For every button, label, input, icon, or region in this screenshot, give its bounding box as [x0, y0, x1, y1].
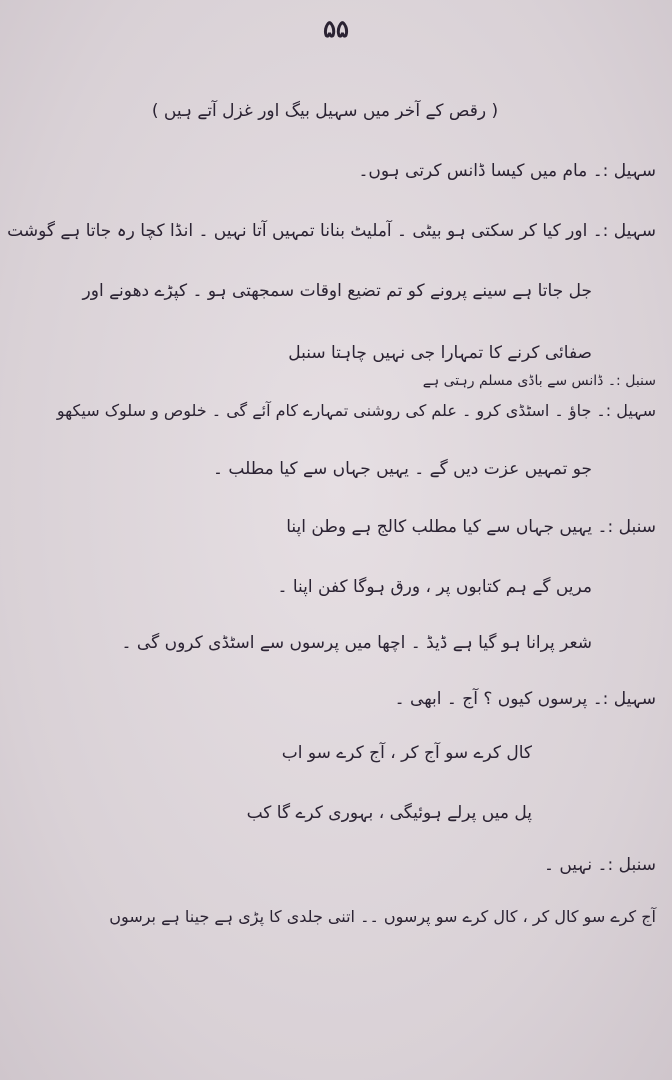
- dialogue-line-11: سہیل :۔ پرسوں کیوں ؟ آج ۔ ابھی ۔: [394, 689, 656, 709]
- dialogue-line-2: سہیل :۔ اور کیا کر سکتی ہو بیٹی ۔ آملیٹ بنانا تمہیں آتا نہیں ۔ انڈا کچا رہ جاتا ہے گوشت: [7, 221, 656, 241]
- dialogue-line-7: جو تمہیں عزت دیں گے ۔ یہیں جہاں سے کیا مطلب ۔: [213, 459, 592, 479]
- verse-line-2: پل میں پرلے ہوئیگی ، بہوری کرے گا کب: [246, 803, 532, 823]
- dialogue-line-3: جل جاتا ہے سینے پرونے کو تم تضیع اوقات سمجھتی ہو ۔ کپڑے دھونے اور: [82, 281, 592, 301]
- dialogue-line-1: سہیل :۔ مام میں کیسا ڈانس کرتی ہوں۔: [358, 161, 656, 181]
- dialogue-line-4: صفائی کرنے کا تمہارا جی نہیں چاہتا سنبل: [288, 343, 592, 363]
- dialogue-line-12: سنبل :۔ نہیں ۔: [543, 855, 656, 875]
- dialogue-line-9: مریں گے ہم کتابوں پر ، ورق ہوگا کفن اپنا ۔: [277, 577, 592, 597]
- dialogue-line-10: شعر پرانا ہو گیا ہے ڈیڈ ۔ اچھا میں پرسوں سے اسٹڈی کروں گی ۔: [121, 633, 592, 653]
- verse-line-1: کال کرے سو آج کر ، آج کرے سو اب: [281, 743, 532, 763]
- dialogue-line-13: آج کرے سو کال کر ، کال کرے سو پرسوں ۔۔ اتنی جلدی کا پڑی ہے جینا ہے برسوں: [109, 907, 656, 926]
- page-number: ۵۵: [323, 14, 349, 43]
- stage-direction: ( رقص کے آخر میں سہیل بیگ اور غزل آتے ہیں ): [151, 101, 499, 121]
- dialogue-line-6: سہیل :۔ جاؤ ۔ اسٹڈی کرو ۔ علم کی روشنی تمہارے کام آئے گی ۔ خلوص و سلوک سیکھو: [56, 401, 656, 420]
- dialogue-line-8: سنبل :۔ یہیں جہاں سے کیا مطلب کالج ہے وطن اپنا: [286, 517, 656, 537]
- dialogue-line-5: سنبل :۔ ڈانس سے باڈی مسلم رہتی ہے: [422, 373, 656, 389]
